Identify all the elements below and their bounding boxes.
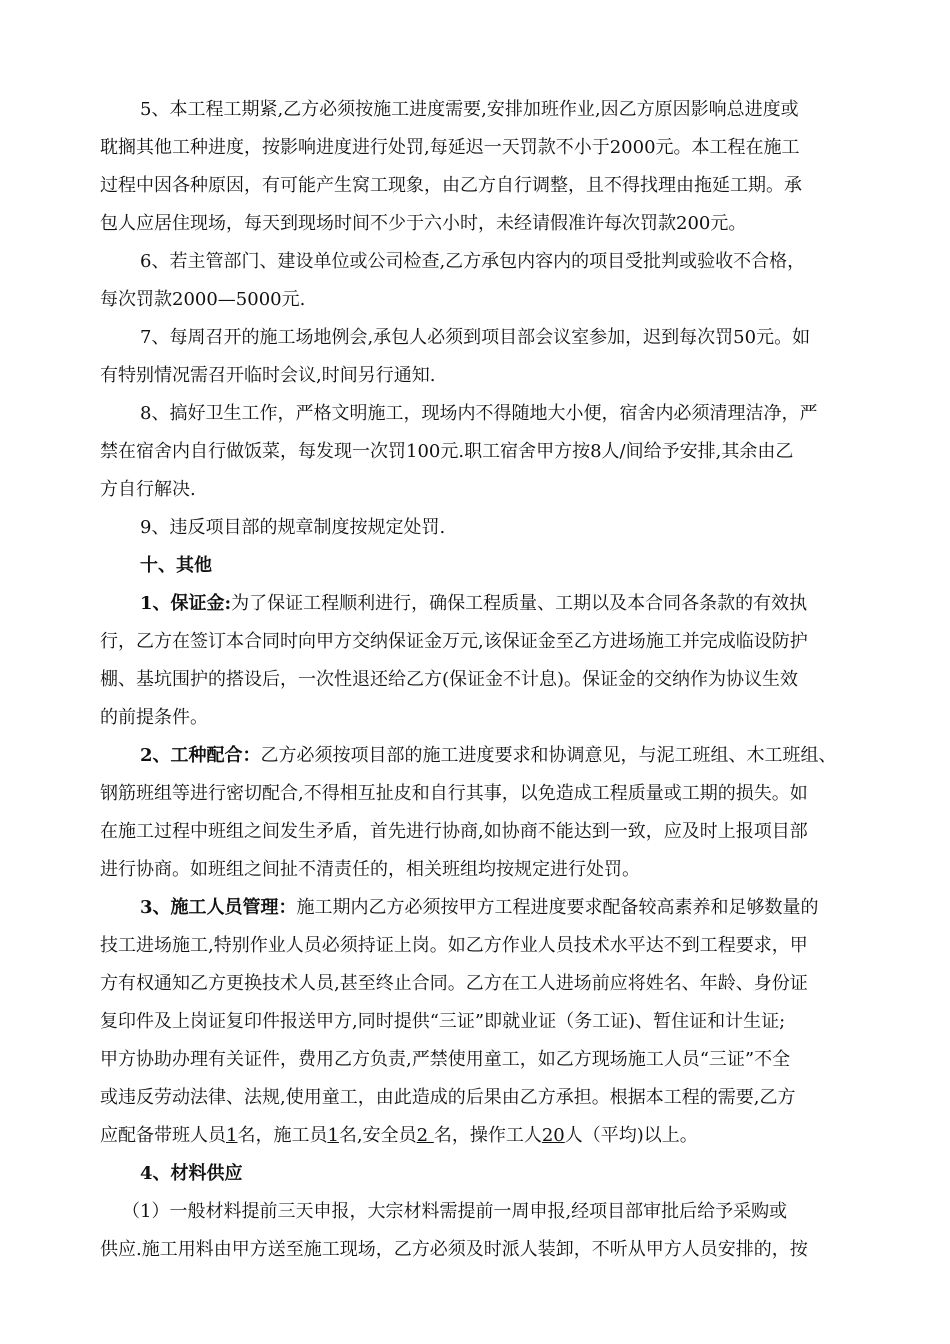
deposit-text: 为了保证工程顺利进行，确保工程质量、工期以及本合同各条款的有效执 [231, 593, 808, 614]
clause-5-line-1: 5、本工程工期紧,乙方必须按施工进度需要,安排加班作业,因乙方原因影响总进度或 [140, 99, 799, 120]
coordination-heading: 2、工种配合： [140, 745, 261, 766]
staff-count-text-c: 名，施工员 [237, 1125, 328, 1146]
staff-line-6: 或违反劳动法律、法规,使用童工，由此造成的后果由乙方承担。根据本工程的需要,乙方 [100, 1087, 796, 1108]
constructor-count: 1 [327, 1125, 339, 1146]
staff-line-7 [100, 1124, 698, 1148]
staff-text: 施工期内乙方必须按甲方工程进度要求配备较高素养和足够数量的 [296, 897, 819, 918]
coordination-line-1 [140, 744, 837, 768]
clause-7-line-1: 7、每周召开的施工场地例会,承包人必须到项目部会议室参加，迟到每次罚50元。如 [140, 327, 811, 348]
clause-5-line-4: 包人应居住现场，每天到现场时间不少于六小时，未经请假准许每次罚款200元。 [100, 213, 747, 234]
team-leader-count: 1 [226, 1125, 238, 1146]
deposit-line-3: 棚、基坑围护的搭设后，一次性退还给乙方(保证金不计息)。保证金的交纳作为协议生效 [100, 669, 799, 690]
staff-count-text-g: 名，操作工人 [433, 1125, 542, 1146]
section-heading-other: 十、其他 [140, 555, 212, 576]
coordination-text: 乙方必须按项目部的施工进度要求和协调意见，与泥工班组、木工班组、 [260, 745, 837, 766]
staff-heading: 3、施工人员管理： [140, 897, 297, 918]
materials-line-2: 供应.施工用料由甲方送至施工现场，乙方必须及时派人装卸，不听从甲方人员安排的，按 [100, 1239, 808, 1260]
staff-count-text-i: 人（平均)以上。 [564, 1125, 698, 1146]
clause-9: 9、违反项目部的规章制度按规定处罚. [140, 517, 446, 538]
staff-count-text-a: 应配备带班人员 [100, 1125, 226, 1146]
staff-line-1 [140, 896, 819, 920]
clause-8-line-3: 方自行解决. [100, 479, 196, 500]
clause-5-line-3: 过程中因各种原因，有可能产生窝工现象，由乙方自行调整，且不得找理由拖延工期。承 [100, 175, 802, 196]
worker-count: 20 [541, 1125, 565, 1146]
clause-7-line-2: 有特别情况需召开临时会议,时间另行通知. [100, 365, 436, 386]
deposit-line-1 [140, 592, 807, 616]
clause-8-line-2: 禁在宿舍内自行做饭菜，每发现一次罚100元.职工宿舍甲方按8人/间给予安排,其余由乙 [100, 441, 794, 462]
materials-line-1: （1）一般材料提前三天申报，大宗材料需提前一周申报,经项目部审批后给予采购或 [122, 1201, 788, 1222]
materials-heading: 4、材料供应 [140, 1163, 243, 1184]
staff-line-4: 复印件及上岗证复印件报送甲方,同时提供“三证”即就业证（务工证)、暂住证和计生证; [100, 1011, 786, 1032]
clause-6-line-2: 每次罚款2000—5000元. [100, 289, 306, 310]
coordination-line-4: 进行协商。如班组之间扯不清责任的，相关班组均按规定进行处罚。 [100, 859, 640, 880]
staff-line-2: 技工进场施工,特别作业人员必须持证上岗。如乙方作业人员技术水平达不到工程要求，甲 [100, 935, 808, 956]
clause-8-line-1: 8、搞好卫生工作，严格文明施工，现场内不得随地大小便，宿舍内必须清理洁净，严 [140, 403, 818, 424]
clause-6-line-1: 6、若主管部门、建设单位或公司检查,乙方承包内容内的项目受批判或验收不合格， [140, 251, 806, 272]
staff-line-3: 方有权通知乙方更换技术人员,甚至终止合同。乙方在工人进场前应将姓名、年龄、身份证 [100, 973, 808, 994]
coordination-line-3: 在施工过程中班组之间发生矛盾，首先进行协商,如协商不能达到一致，应及时上报项目部 [100, 821, 808, 842]
staff-line-5: 甲方协助办理有关证件，费用乙方负责,严禁使用童工，如乙方现场施工人员“三证”不全 [100, 1049, 791, 1070]
clause-5-line-2: 耽搁其他工种进度，按影响进度进行处罚,每延迟一天罚款不小于2000元。本工程在施工 [100, 137, 800, 158]
deposit-line-4: 的前提条件。 [100, 707, 208, 728]
staff-count-text-e: 名,安全员 [338, 1125, 417, 1146]
deposit-line-2: 行，乙方在签订本合同时向甲方交纳保证金万元,该保证金至乙方进场施工并完成临设防护 [100, 631, 808, 652]
safety-officer-count: 2 [416, 1125, 434, 1146]
coordination-line-2: 钢筋班组等进行密切配合,不得相互扯皮和自行其事，以免造成工程质量或工期的损失。如 [100, 783, 808, 804]
deposit-heading: 1、保证金: [140, 593, 232, 614]
